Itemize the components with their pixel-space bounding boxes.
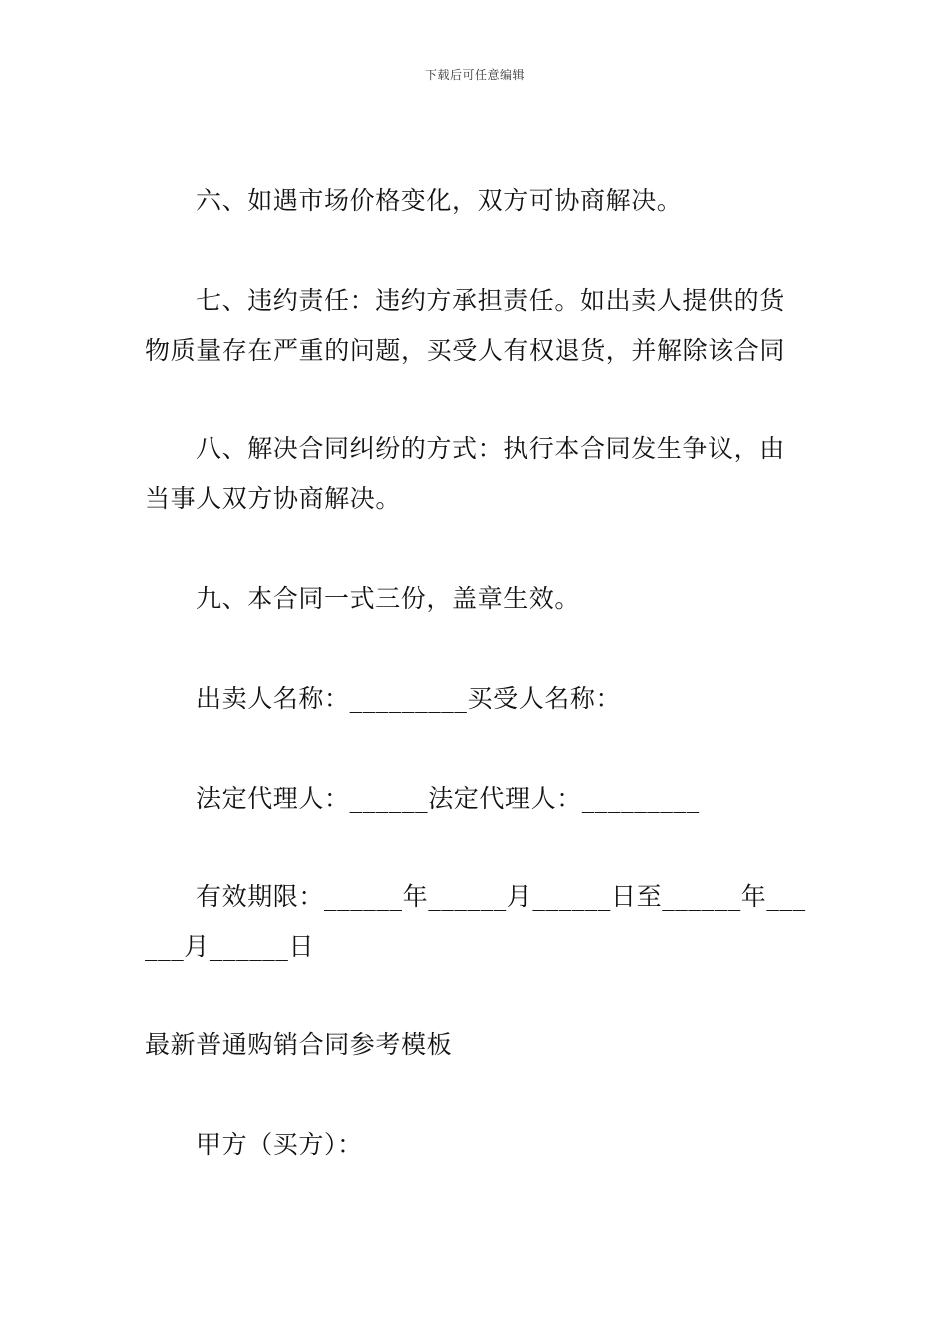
seller-name-line: 出卖人名称：_________买受人名称： bbox=[196, 684, 622, 713]
clause-8-line-2: 当事人双方协商解决。 bbox=[145, 484, 402, 513]
party-a-line: 甲方（买方）： bbox=[196, 1130, 363, 1159]
validity-line-1: 有效期限：______年______月______日至______年___ bbox=[196, 882, 806, 911]
template-title: 最新普通购销合同参考模板 bbox=[145, 1030, 453, 1059]
clause-7-line-2: 物质量存在严重的问题，买受人有权退货，并解除该合同 bbox=[145, 336, 786, 365]
clause-7-line-1: 七、违约责任：违约方承担责任。如出卖人提供的货 bbox=[196, 286, 785, 315]
clause-9: 九、本合同一式三份，盖章生效。 bbox=[196, 584, 581, 613]
clause-6: 六、如遇市场价格变化，双方可协商解决。 bbox=[196, 186, 683, 215]
validity-line-2: ___月______日 bbox=[145, 932, 315, 961]
page-header-note: 下载后可任意编辑 bbox=[424, 68, 525, 82]
legal-agent-line: 法定代理人：______法定代理人：_________ bbox=[196, 784, 700, 813]
clause-8-line-1: 八、解决合同纠纷的方式：执行本合同发生争议，由 bbox=[196, 434, 785, 463]
